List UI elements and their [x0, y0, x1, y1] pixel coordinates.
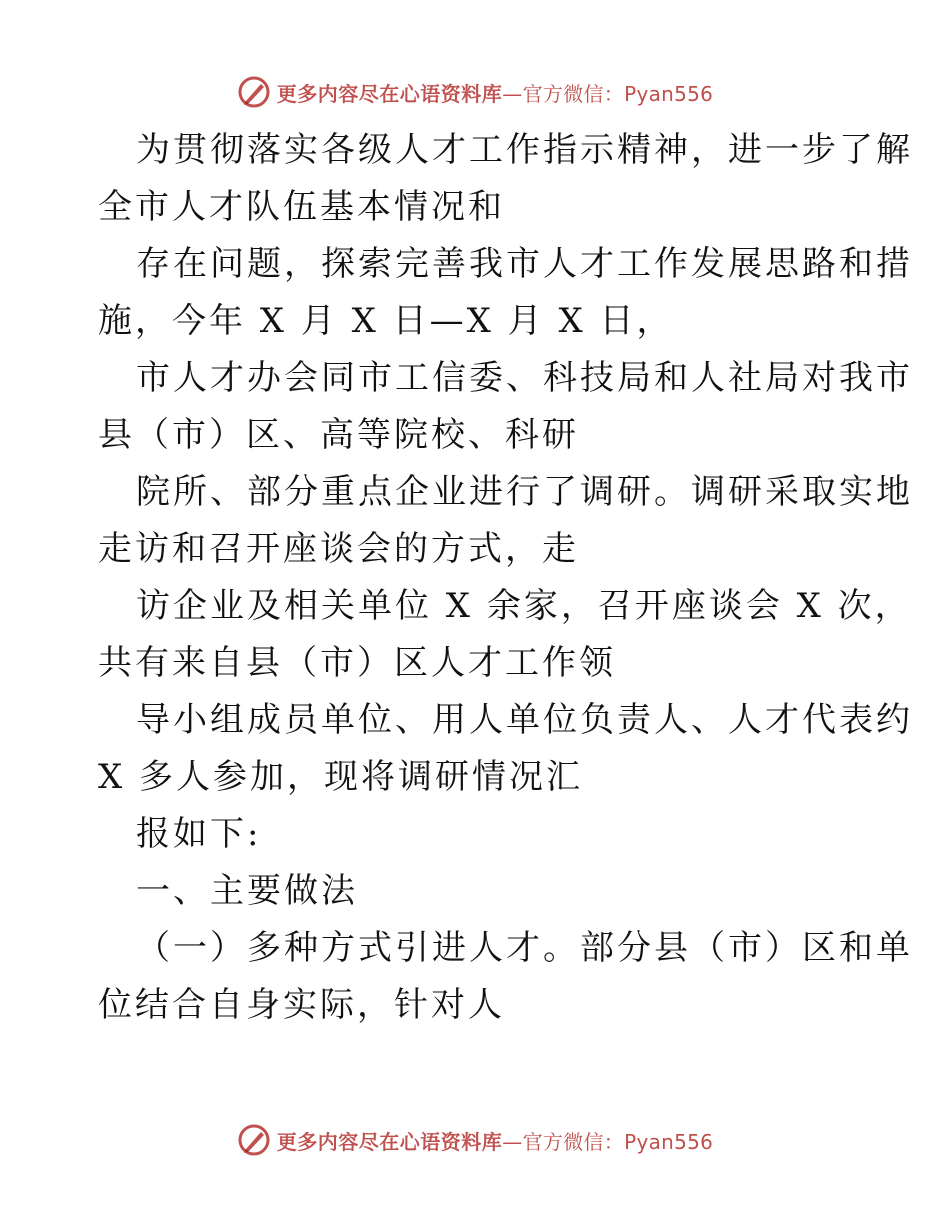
section-heading: 一、主要做法 [136, 871, 358, 911]
paragraph-line: 共有来自县（市）区人才工作领 [98, 643, 616, 683]
paragraph-line: 为贯彻落实各级人才工作指示精神，进一步了解 [136, 130, 913, 170]
subsection-heading-line: （一）多种方式引进人才。部分县（市）区和单 [136, 928, 913, 968]
header-watermark [0, 72, 950, 112]
watermark-contact: —官方微信：Pyan556 [502, 1129, 714, 1154]
quill-pen-logo-icon [237, 75, 271, 109]
watermark-contact: —官方微信：Pyan556 [502, 81, 714, 106]
document-body [98, 122, 913, 1034]
paragraph-line: 全市人才队伍基本情况和 [98, 187, 505, 227]
paragraph-line: 导小组成员单位、用人单位负责人、人才代表约 [136, 700, 913, 740]
paragraph-line: 存在问题，探索完善我市人才工作发展思路和措 [136, 244, 913, 284]
footer-watermark [0, 1120, 950, 1160]
paragraph-line: 位结合自身实际，针对人 [98, 985, 505, 1025]
paragraph-line: 报如下: [136, 814, 262, 854]
paragraph-line: 访企业及相关单位 X 余家，召开座谈会 X 次， [136, 586, 912, 626]
paragraph-line: 县（市）区、高等院校、科研 [98, 415, 579, 455]
paragraph-line: 市人才办会同市工信委、科技局和人社局对我市 [136, 358, 913, 398]
watermark-brand: 更多内容尽在心语资料库 [276, 1129, 503, 1154]
quill-pen-logo-icon [237, 1123, 271, 1157]
paragraph-line: 院所、部分重点企业进行了调研。调研采取实地 [136, 472, 913, 512]
watermark-brand: 更多内容尽在心语资料库 [276, 81, 503, 106]
paragraph-line: X 多人参加，现将调研情况汇 [98, 757, 584, 797]
paragraph-line: 施，今年 X 月 X 日—X 月 X 日， [98, 301, 674, 341]
paragraph-line: 走访和召开座谈会的方式，走 [98, 529, 579, 569]
